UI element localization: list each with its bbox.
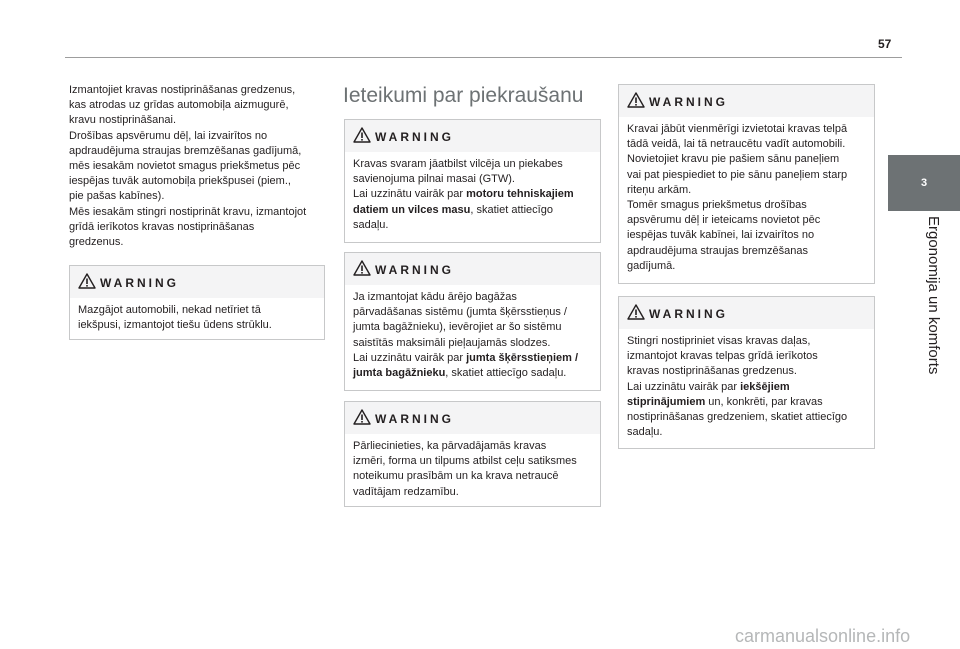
warning-text: riteņu arkām. xyxy=(627,183,692,196)
intro-line: kravu nostiprināšanai. xyxy=(69,114,177,127)
warning-text: vadītājam redzamību. xyxy=(353,485,459,498)
warning-text: jumta bagāžnieku), ievērojiet ar šo sistēmu xyxy=(353,321,562,334)
warning-line xyxy=(627,380,866,395)
warning-line xyxy=(627,198,866,213)
warning-text: saistītās maksimāli pieļaujamās slodzes. xyxy=(353,336,551,349)
warning-line xyxy=(353,157,592,172)
warning-line xyxy=(353,336,592,351)
warning-triangle-icon xyxy=(353,409,371,425)
warning-text: Stingri nostipriniet visas kravas daļas, xyxy=(627,335,811,347)
warning-text: Lai uzzinātu vairāk par xyxy=(627,380,741,393)
warning-line xyxy=(353,172,592,187)
warning-line xyxy=(353,469,592,484)
warning-text: iekšpusi, izmantojot tiešu ūdens strūklu. xyxy=(78,319,272,332)
warning-header xyxy=(70,266,324,298)
chapter-title: Ergonomija un komforts xyxy=(925,216,942,375)
warning-triangle-icon xyxy=(353,127,371,143)
warning-line xyxy=(627,168,866,183)
warning-text: gadījumā. xyxy=(627,259,676,272)
bold-reference: jumta šķērsstieņiem / xyxy=(466,351,579,364)
warning-body xyxy=(619,329,874,446)
warning-text: nostiprināšanas gredzeniem, skatiet attiecīgo xyxy=(627,411,848,424)
warning-text: Ja izmantojat kādu ārējo bagāžas xyxy=(353,291,517,303)
intro-line: apdraudējuma straujas bremzēšanas gadījumā, xyxy=(69,144,302,157)
intro-line: Drošības apsvērumu dēļ, lai izvairītos no xyxy=(69,129,268,142)
warning-line xyxy=(353,218,592,233)
header-divider xyxy=(65,57,902,58)
intro-line: Mēs iesakām stingri nostiprināt kravu, izmantojot xyxy=(69,205,307,218)
warning-line xyxy=(627,137,866,152)
warning-text: un, konkrēti, par kravas xyxy=(705,395,823,408)
warning-line xyxy=(627,228,866,243)
warning-line xyxy=(353,187,592,202)
warning-text: sadaļu. xyxy=(627,426,663,439)
bold-reference: motoru tehniskajiem xyxy=(466,188,574,201)
warning-line xyxy=(78,318,316,333)
warning-title: WARNING xyxy=(649,307,728,321)
warning-text: izmēri, forma un tilpums atbilst ceļu satiksmes xyxy=(353,455,577,468)
warning-text: Tomēr smagus priekšmetus drošības xyxy=(627,199,807,212)
warning-body xyxy=(345,285,600,387)
warning-text: kravas nostiprināšanas gredzenus. xyxy=(627,365,797,378)
intro-line: iespējas tuvāk automobiļa priekšpusei (piem., xyxy=(69,175,291,188)
warning-line xyxy=(627,395,866,410)
warning-line xyxy=(353,320,592,335)
warning-text: Kravas svaram jāatbilst vilcēja un piekabes xyxy=(353,158,563,170)
warning-line xyxy=(627,183,866,198)
warning-title: WARNING xyxy=(375,412,454,426)
warning-line xyxy=(353,485,592,500)
warning-triangle-icon xyxy=(353,260,371,276)
intro-line: gredzenus. xyxy=(69,236,124,249)
warning-text: Lai uzzinātu vairāk par xyxy=(353,351,467,364)
warning-text: Mazgājot automobili, nekad netīriet tā xyxy=(78,304,261,316)
warning-text: Lai uzzinātu vairāk par xyxy=(353,188,467,201)
warning-line xyxy=(627,259,866,274)
warning-title: WARNING xyxy=(375,130,454,144)
chapter-number-tab[interactable]: 3 xyxy=(888,155,960,211)
warning-text: noteikumu prasībām un ka krava netraucē xyxy=(353,470,559,483)
warning-header xyxy=(345,120,600,152)
bold-reference: jumta bagāžnieku xyxy=(353,367,446,380)
warning-box-washing xyxy=(69,265,325,340)
section-heading: Ieteikumi par piekraušanu xyxy=(343,84,584,107)
warning-triangle-icon xyxy=(78,273,96,289)
warning-title: WARNING xyxy=(100,276,179,290)
warning-text: iespējas tuvāk kabīnei, lai izvairītos no xyxy=(627,229,815,242)
warning-line xyxy=(353,351,592,366)
warning-text: apdraudējuma straujas bremzēšanas xyxy=(627,244,808,257)
warning-body xyxy=(345,152,600,239)
intro-line: Izmantojiet kravas nostiprināšanas gredzenus, xyxy=(69,84,296,96)
warning-text: Pārliecinieties, ka pārvadājamās kravas xyxy=(353,440,547,452)
bold-reference: iekšējiem xyxy=(740,380,790,393)
warning-text: Novietojiet kravu pie pašiem sānu paneļiem xyxy=(627,153,840,166)
warning-triangle-icon xyxy=(627,92,645,108)
warning-text: izmantojot kravas telpas grīdā ierīkotos xyxy=(627,350,818,363)
intro-line: grīdā ierīkotos kravas nostiprināšanas xyxy=(69,220,255,233)
warning-body xyxy=(345,434,600,506)
intro-line: pie pašas kabīnes). xyxy=(69,190,165,203)
watermark-text: carmanualsonline.info xyxy=(735,626,911,646)
warning-line xyxy=(627,213,866,228)
warning-text: tādā veidā, lai tā netraucētu vadīt automobili. xyxy=(627,138,846,151)
warning-line xyxy=(627,364,866,379)
warning-header xyxy=(619,85,874,117)
intro-line: kas atrodas uz grīdas automobiļa aizmugurē, xyxy=(69,99,289,112)
warning-line xyxy=(353,454,592,469)
warning-box-load-weight xyxy=(344,119,601,243)
warning-line xyxy=(353,290,592,305)
warning-triangle-icon xyxy=(627,304,645,320)
warning-line xyxy=(353,305,592,320)
intro-paragraph xyxy=(69,83,331,250)
warning-line xyxy=(627,122,866,137)
warning-header xyxy=(345,253,600,285)
warning-header xyxy=(619,297,874,329)
warning-line xyxy=(78,303,316,318)
bold-reference: datiem un vilces masu xyxy=(353,203,471,216)
warning-line xyxy=(627,425,866,440)
warning-text: vai pat piespiediet to pie sānu paneļiem starp xyxy=(627,168,848,181)
warning-text: apsvērumu dēļ ir ieteicams novietot pēc xyxy=(627,214,821,227)
warning-line xyxy=(353,366,592,381)
intro-line: mēs iesakām novietot smagus priekšmetus pēc xyxy=(69,160,301,173)
warning-text: pārvadāšanas sistēmu (jumta šķērsstieņus / xyxy=(353,306,567,319)
warning-body xyxy=(70,298,324,339)
warning-text: savienojuma pilnai masai (GTW). xyxy=(353,173,515,186)
warning-box-load-distribution xyxy=(618,84,875,284)
warning-line xyxy=(353,203,592,218)
bold-reference: stiprinājumiem xyxy=(627,395,706,408)
warning-line xyxy=(627,410,866,425)
warning-line xyxy=(627,152,866,167)
warning-box-tie-down xyxy=(618,296,875,449)
warning-header xyxy=(345,402,600,434)
page-number: 57 xyxy=(878,37,892,51)
warning-text: , skatiet attiecīgo sadaļu. xyxy=(445,367,567,380)
warning-line xyxy=(627,349,866,364)
warning-body xyxy=(619,117,874,280)
warning-text: Kravai jābūt vienmērīgi izvietotai kravas telpā xyxy=(627,123,848,135)
warning-title: WARNING xyxy=(649,95,728,109)
warning-box-load-dimensions xyxy=(344,401,601,507)
warning-line xyxy=(353,439,592,454)
warning-line xyxy=(627,334,866,349)
warning-box-roof-rack xyxy=(344,252,601,391)
warning-line xyxy=(627,244,866,259)
warning-text: , skatiet attiecīgo xyxy=(470,203,553,216)
warning-text: sadaļu. xyxy=(353,218,389,231)
warning-title: WARNING xyxy=(375,263,454,277)
